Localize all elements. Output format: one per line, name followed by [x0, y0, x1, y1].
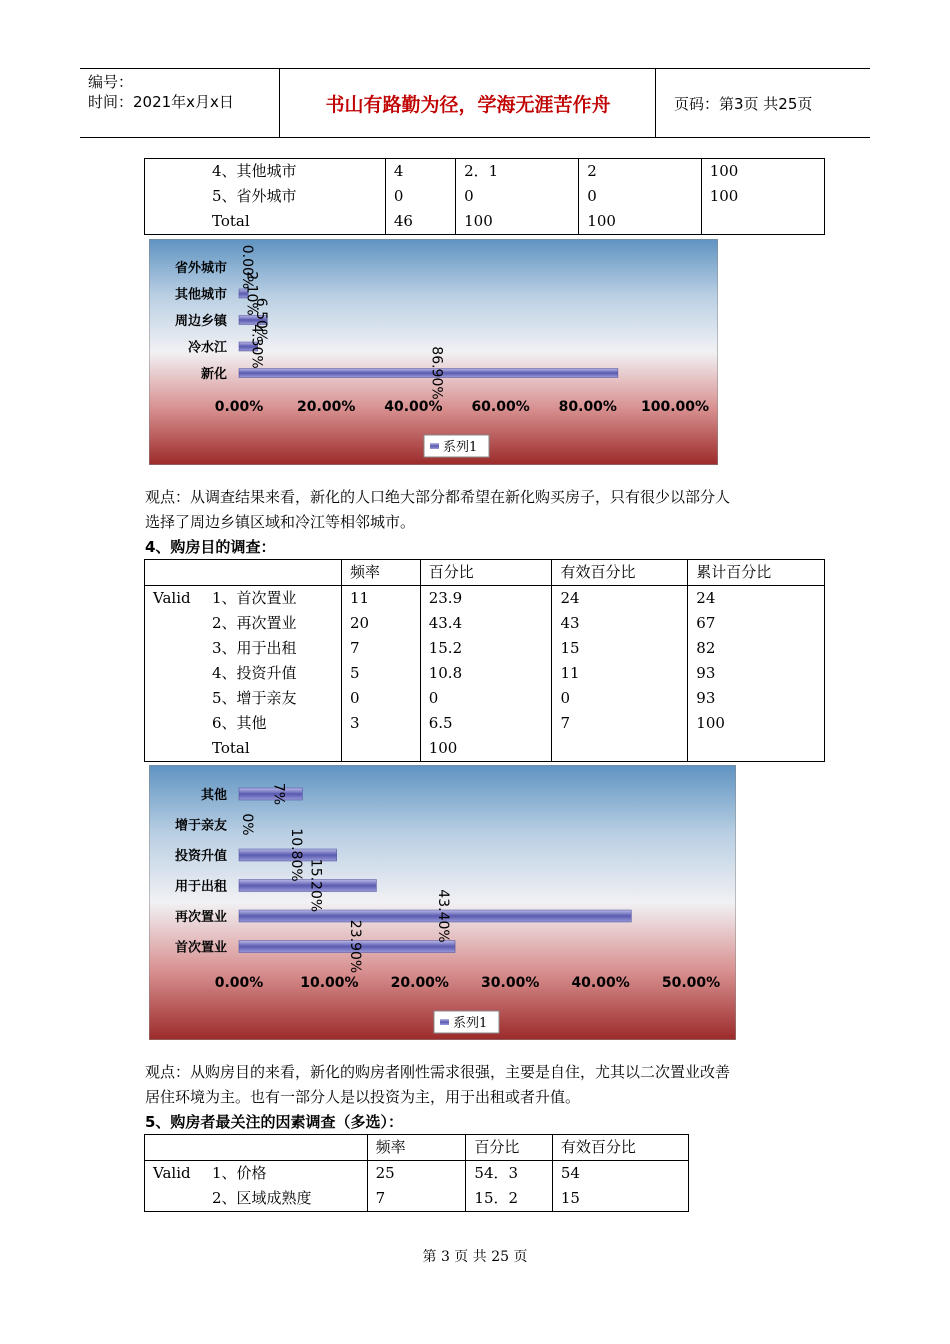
table2-cum-pct: 67: [696, 614, 716, 632]
table3-valid-pct: 54: [560, 1164, 580, 1182]
table2-header-cell: [145, 560, 342, 586]
category-label: 省外城市: [174, 261, 227, 276]
table1-cell: 0: [464, 187, 474, 205]
category-label: 再次置业: [174, 910, 227, 925]
paragraph1-line2: 选择了周边乡镇区域和冷江等相邻城市。: [145, 513, 416, 531]
tick-label: 50.00%: [661, 975, 721, 991]
tick-label: 40.00%: [384, 399, 443, 415]
data-label: 23.90%: [347, 919, 364, 974]
table3-pct-cell: [466, 1161, 552, 1212]
category-label: 投资升值: [174, 849, 227, 864]
table-factors: [144, 1134, 689, 1212]
table2-pct: 0: [428, 689, 439, 707]
category-label: 冷水江: [187, 340, 227, 356]
chart-purchase-purpose: [149, 765, 736, 1040]
table2-item: 2、再次置业: [212, 614, 297, 632]
table1-cell: 2: [587, 162, 597, 180]
table2-cum-pct: 93: [696, 689, 716, 707]
table2-freq: 20: [349, 614, 370, 632]
table3-header-cell: 有效百分比: [552, 1135, 688, 1161]
tick-label: 10.00%: [300, 975, 359, 991]
data-label: 6.50%: [253, 297, 270, 343]
valid-label: Valid: [153, 1164, 191, 1182]
paragraph-purpose-opinion: [145, 1060, 730, 1110]
table2-items-cell: [145, 586, 342, 762]
paragraph2-line2: 居住环境为主。也有一部分人是以投资为主，用于出租或者升值。: [145, 1088, 581, 1106]
time-label: 时间：2021年x月x日: [88, 93, 234, 111]
category-label: 其他: [200, 788, 227, 803]
table2-header-cell: 累计百分比: [688, 560, 825, 586]
table1-cell: [710, 209, 824, 234]
table2-pct: 6.5: [428, 714, 453, 732]
data-label: 4.30%: [248, 324, 265, 369]
page-label: 页码：第3页 共25页: [674, 94, 813, 113]
category-label: 周边乡镇: [174, 314, 227, 329]
tick-label: 0.00%: [214, 975, 264, 991]
bar: [239, 910, 631, 922]
chart-preferred-city: [149, 239, 718, 465]
table2-pct: 15.2: [428, 639, 463, 657]
table2-item: 6、其他: [212, 714, 267, 732]
table2-freq: 0: [349, 689, 360, 707]
table2-freq: [350, 736, 420, 761]
table3-pct: 54．3: [474, 1164, 519, 1182]
table1-items: [145, 159, 386, 235]
data-label: 86.90%: [428, 346, 445, 400]
table1-freq: [385, 159, 455, 235]
table2-freq: 7: [349, 639, 360, 657]
paragraph2-line1: 观点：从购房目的来看，新化的购房者刚性需求很强，主要是自住，尤其以二次置业改善: [145, 1063, 731, 1081]
table2-freq: 11: [349, 589, 370, 607]
chart1-legend: [424, 435, 489, 457]
table3-valid-pct: 15: [560, 1189, 580, 1207]
table2-item: 4、投资升值: [212, 664, 297, 682]
table2-cum-pct-cell: [688, 586, 825, 762]
table2-cum-pct: [696, 736, 824, 761]
table1-cell: 100: [709, 187, 739, 205]
table2-item: Total: [212, 739, 250, 757]
data-label: 0.00%: [239, 244, 255, 290]
table2-valid-pct: 43: [560, 614, 580, 632]
table1-cell: 100: [464, 212, 493, 230]
table3-freq-cell: [367, 1161, 466, 1212]
category-label: 首次置业: [174, 940, 227, 956]
table1-cell: Total: [212, 212, 250, 230]
table2-freq: 5: [349, 664, 360, 682]
tick-label: 60.00%: [471, 399, 530, 415]
data-label: 2.10%: [243, 271, 260, 316]
chart2-legend-label: 系列1: [453, 1016, 488, 1031]
chart2-legend: [434, 1011, 499, 1033]
tick-label: 30.00%: [481, 975, 540, 991]
table1-cell: 100: [587, 212, 616, 230]
table2-freq-cell: [341, 586, 420, 762]
tick-label: 80.00%: [558, 399, 617, 415]
table2-valid-pct: 24: [560, 589, 580, 607]
section5-title: 5、购房者最关注的因素调查（多选）：: [145, 1113, 403, 1131]
header-meta: [80, 69, 280, 137]
table1-valid: [579, 159, 701, 235]
table3-valid-pct-cell: [552, 1161, 688, 1212]
table3-freq: 7: [375, 1189, 386, 1207]
table2-pct: 43.4: [428, 614, 463, 632]
table2-freq: 3: [349, 714, 360, 732]
table2-pct-cell: [420, 586, 552, 762]
table2-header-cell: 有效百分比: [552, 560, 688, 586]
paragraph-city-opinion: [145, 485, 730, 535]
table2-item: 3、用于出租: [212, 639, 297, 657]
table2-valid-pct: 11: [560, 664, 580, 682]
table2-cum-pct: 100: [696, 714, 725, 732]
table2-valid-pct: [560, 736, 687, 761]
table3-header-cell: [145, 1135, 368, 1161]
table1-cell: 46: [393, 212, 413, 230]
data-label: 43.40%: [435, 889, 452, 943]
header-motto: 书山有路勤为径，学海无涯苦作舟: [281, 69, 656, 137]
data-label: 0%: [239, 813, 255, 836]
header-page-label: [664, 69, 870, 137]
page-footer: 第 3 页 共 25 页: [422, 1249, 528, 1265]
table3-pct: 15．2: [474, 1189, 519, 1207]
table2-valid-pct: 15: [560, 639, 580, 657]
table2-item: 1、首次置业: [212, 589, 297, 607]
data-label: 10.80%: [287, 828, 304, 882]
table2-item: 5、增于亲友: [212, 689, 297, 707]
tick-label: 0.00%: [214, 399, 264, 415]
table2-pct: 23.9: [428, 589, 463, 607]
table3-item: 1、价格: [212, 1164, 267, 1182]
table1-cum: [701, 159, 824, 235]
tick-label: 20.00%: [390, 975, 449, 991]
chart1-legend-label: 系列1: [443, 440, 478, 455]
tick-label: 40.00%: [571, 975, 630, 991]
table2-cum-pct: 82: [696, 639, 716, 657]
section4-title: 4、购房目的调查：: [145, 538, 276, 556]
table1-pct: [456, 159, 579, 235]
table2-valid-pct: 0: [560, 689, 570, 707]
table1-cell: 0: [393, 187, 404, 205]
data-label: 15.20%: [307, 858, 324, 913]
data-label: 7%: [270, 782, 287, 806]
table3-header-cell: 百分比: [466, 1135, 552, 1161]
valid-label: Valid: [153, 589, 191, 607]
table1-cell: 4: [393, 162, 404, 180]
table2-pct: 100: [428, 739, 458, 757]
category-label: 其他城市: [174, 287, 227, 303]
page-header: [80, 68, 870, 138]
table2-valid-pct: 7: [560, 714, 570, 732]
category-label: 用于出租: [174, 879, 227, 895]
table3-items-cell: [145, 1161, 368, 1212]
table2-header-cell: 频率: [341, 560, 420, 586]
table2-cum-pct: 93: [696, 664, 716, 682]
table2-header-cell: 百分比: [420, 560, 552, 586]
table-purpose: [144, 559, 825, 762]
tick-label: 100.00%: [640, 399, 710, 415]
number-label: 编号：: [88, 73, 134, 91]
table1-cell: 2．1: [464, 162, 499, 180]
table3-freq: 25: [375, 1164, 395, 1182]
table2-pct: 10.8: [428, 664, 463, 682]
category-label: 新化: [200, 367, 227, 382]
table1-cell: 100: [709, 162, 739, 180]
table1-cell: 4、其他城市: [212, 162, 297, 180]
tick-label: 20.00%: [297, 399, 356, 415]
table1-cell: 5、省外城市: [212, 187, 297, 205]
category-label: 增于亲友: [174, 818, 227, 834]
table-city-continuation: [144, 158, 825, 235]
table3-item: 2、区域成熟度: [212, 1189, 312, 1207]
table1-cell: 0: [587, 187, 597, 205]
table3-header-cell: 频率: [367, 1135, 466, 1161]
paragraph1-line1: 观点：从调查结果来看，新化的人口绝大部分都希望在新化购买房子，只有很少以部分人: [145, 488, 731, 506]
table2-valid-pct-cell: [552, 586, 688, 762]
table2-cum-pct: 24: [696, 589, 716, 607]
